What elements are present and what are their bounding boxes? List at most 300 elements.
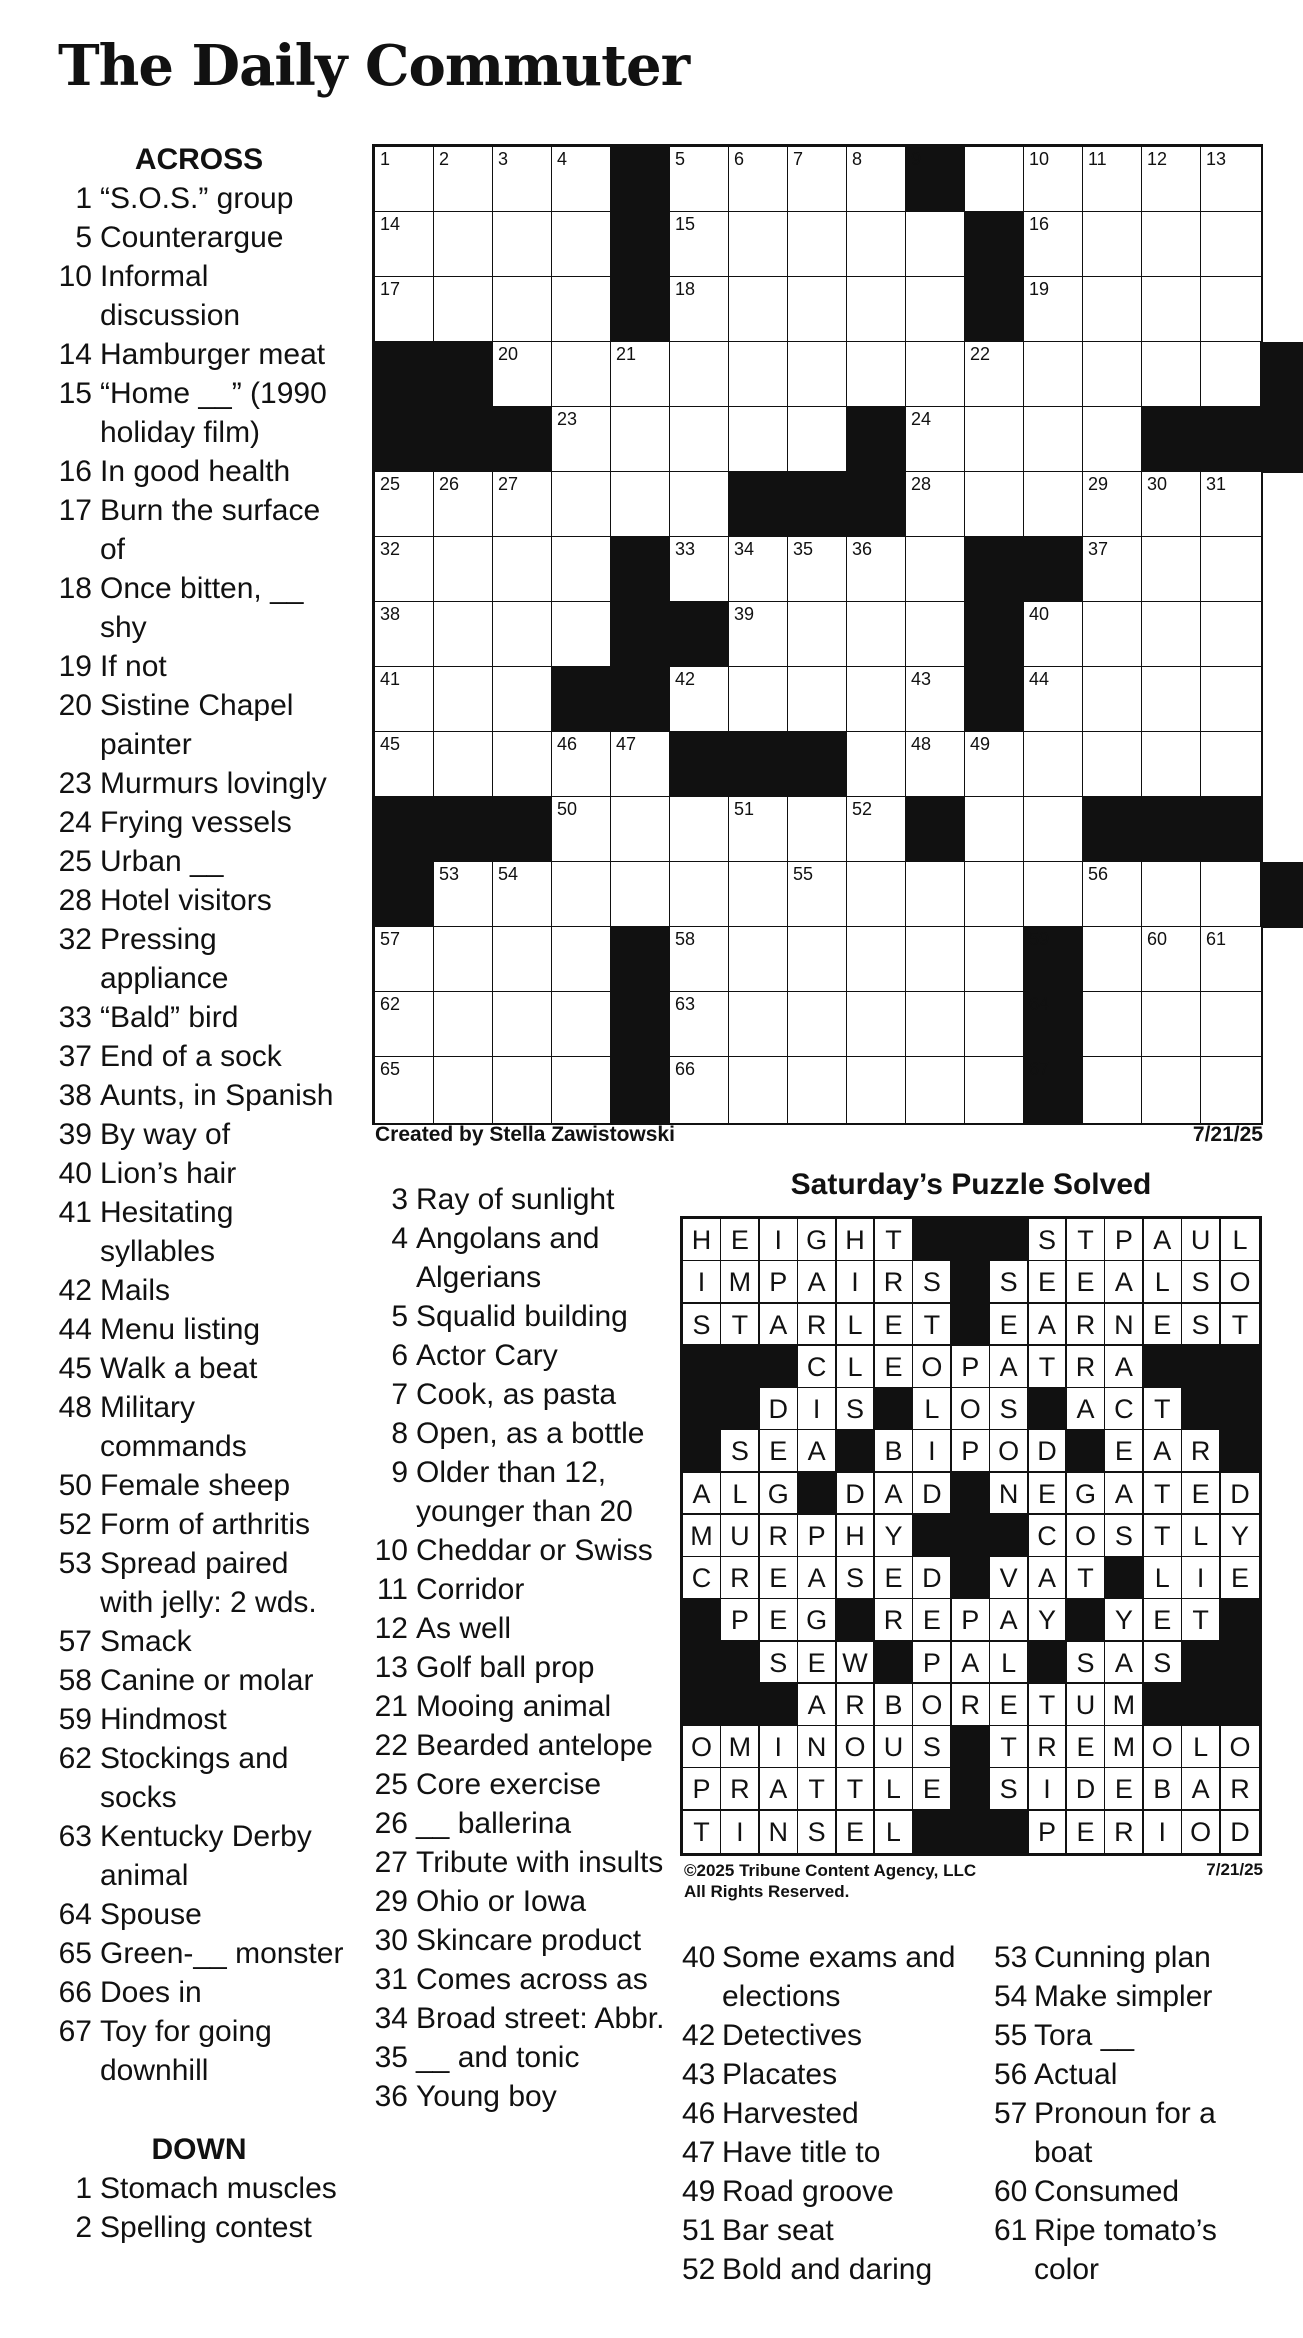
solution-letter: D <box>837 1473 876 1516</box>
cell-number: 11 <box>1088 149 1107 169</box>
solution-letter: L <box>1182 1515 1221 1558</box>
solution-black-square <box>683 1346 722 1389</box>
clue-text: Sistine Chapel painter <box>100 689 294 761</box>
solution-letter: E <box>837 1811 876 1854</box>
grid-cell <box>1201 602 1261 668</box>
grid-cell <box>906 212 966 278</box>
clue <box>54 1505 344 1544</box>
grid-cell <box>1083 212 1143 278</box>
solution-letter: L <box>875 1811 914 1854</box>
cell-number: 25 <box>380 474 401 494</box>
solution-letter: P <box>683 1768 722 1811</box>
solution-letter: S <box>990 1768 1029 1811</box>
solution-letter: L <box>913 1388 952 1431</box>
solution-black-square <box>683 1430 722 1473</box>
cell-number: 29 <box>1088 474 1109 494</box>
clue-text: Spouse <box>100 1898 202 1931</box>
cell-number: 67 <box>1029 1059 1050 1079</box>
grid-cell <box>493 927 553 993</box>
cell-number: 56 <box>1088 864 1109 884</box>
grid-cell <box>729 927 789 993</box>
solution-letter: H <box>683 1219 722 1262</box>
grid-cell <box>1201 1057 1261 1123</box>
grid-cell <box>1083 277 1143 343</box>
clue-number: 64 <box>58 1898 92 1931</box>
cell-number: 49 <box>970 734 991 754</box>
clue-text: Counterargue <box>100 221 284 254</box>
clue-text: Core exercise <box>416 1768 602 1801</box>
solution-black-square <box>913 1219 952 1262</box>
grid-cell <box>965 927 1025 993</box>
grid-cell <box>729 537 789 603</box>
clue <box>994 2211 1264 2289</box>
grid-cell <box>847 277 907 343</box>
clue-text: Skincare product <box>416 1924 642 1957</box>
solution-letter: O <box>1182 1811 1221 1854</box>
cell-number: 19 <box>1029 279 1050 299</box>
black-square <box>375 407 435 473</box>
black-square <box>434 342 494 408</box>
clue-text: Form of arthritis <box>100 1508 311 1541</box>
clue-number: 33 <box>58 1001 92 1034</box>
clue <box>370 2077 665 2116</box>
solution-letter: I <box>721 1811 760 1854</box>
solution-letter: L <box>1221 1219 1260 1262</box>
cell-number: 34 <box>734 539 755 559</box>
grid-cell <box>1201 537 1261 603</box>
solution-letter: S <box>1105 1515 1144 1558</box>
solution-letter: Y <box>1105 1599 1144 1642</box>
clue <box>54 881 344 920</box>
solution-letter: I <box>1029 1768 1068 1811</box>
clue-number: 50 <box>58 1469 92 1502</box>
clue-number: 5 <box>391 1300 408 1333</box>
solution-letter: R <box>760 1515 799 1558</box>
solution-letter: O <box>913 1684 952 1727</box>
solution-letter: U <box>1067 1684 1106 1727</box>
cell-number: 17 <box>380 279 401 299</box>
solution-letter: R <box>1221 1768 1260 1811</box>
solution-letter: T <box>1144 1515 1183 1558</box>
grid-cell <box>434 732 494 798</box>
solution-black-square <box>1182 1642 1221 1685</box>
solution-letter: A <box>1182 1768 1221 1811</box>
grid-cell <box>375 992 435 1058</box>
black-square <box>611 992 671 1058</box>
clue-text: Stockings and socks <box>100 1742 289 1814</box>
grid-cell <box>1142 537 1202 603</box>
grid-cell <box>1142 667 1202 733</box>
clue <box>54 257 344 335</box>
solution-letter: R <box>837 1684 876 1727</box>
solution-letter: N <box>798 1726 837 1769</box>
solution-letter: C <box>1029 1515 1068 1558</box>
grid-cell <box>788 342 848 408</box>
solution-letter: B <box>875 1684 914 1727</box>
grid-cell <box>1142 342 1202 408</box>
grid-cell <box>434 537 494 603</box>
clue-text: Cunning plan <box>1034 1941 1211 1974</box>
solution-letter: A <box>990 1346 1029 1389</box>
solution-letter: E <box>1105 1430 1144 1473</box>
solution-letter: S <box>721 1430 760 1473</box>
grid-cell <box>1201 277 1261 343</box>
solution-black-square <box>683 1642 722 1685</box>
solution-letter: A <box>1029 1557 1068 1600</box>
cell-number: 66 <box>675 1059 696 1079</box>
grid-cell <box>906 407 966 473</box>
grid-cell <box>552 342 612 408</box>
grid-cell <box>1142 992 1202 1058</box>
solution-letter: H <box>837 1219 876 1262</box>
grid-cell <box>670 212 730 278</box>
clue-number: 58 <box>58 1664 92 1697</box>
copyright-line: ©2025 Tribune Content Agency, LLC <box>684 1861 977 1880</box>
cell-number: 64 <box>1029 994 1050 1014</box>
solution-black-square <box>1221 1346 1260 1389</box>
solution-letter: S <box>760 1642 799 1685</box>
solution-letter: A <box>760 1304 799 1347</box>
clue-text: Actual <box>1034 2058 1118 2091</box>
solution-letter: C <box>683 1557 722 1600</box>
clue-text: Urban __ <box>100 845 224 878</box>
grid-cell <box>493 212 553 278</box>
solution-letter: P <box>798 1515 837 1558</box>
grid-cell <box>906 732 966 798</box>
grid-cell <box>1201 732 1261 798</box>
solution-letter: A <box>952 1642 991 1685</box>
clue-number: 3 <box>391 1183 408 1216</box>
clue-number: 59 <box>58 1703 92 1736</box>
clue-text: Bold and daring <box>722 2253 933 2286</box>
solution-letter: E <box>1144 1304 1183 1347</box>
grid-cell <box>375 927 435 993</box>
grid-cell <box>788 407 848 473</box>
clue-number: 57 <box>58 1625 92 1658</box>
clue-text: Does in <box>100 1976 202 2009</box>
solution-letter: M <box>1105 1684 1144 1727</box>
clue <box>994 1977 1264 2016</box>
black-square <box>611 212 671 278</box>
clue <box>54 1622 344 1661</box>
clue-text: Have title to <box>722 2136 881 2169</box>
solution-letter: P <box>721 1599 760 1642</box>
cell-number: 57 <box>380 929 401 949</box>
clue-text: Ripe tomato’s color <box>1034 2214 1217 2286</box>
solution-letter: O <box>913 1346 952 1389</box>
grid-cell <box>847 732 907 798</box>
grid-cell <box>670 862 730 928</box>
clue-number: 17 <box>58 494 92 527</box>
grid-cell <box>1201 862 1261 928</box>
grid-cell <box>552 212 612 278</box>
solution-letter: A <box>798 1684 837 1727</box>
grid-cell <box>847 927 907 993</box>
crossword-grid <box>372 144 1263 1125</box>
grid-cell <box>847 1057 907 1123</box>
solution-letter: P <box>952 1599 991 1642</box>
grid-cell <box>611 342 671 408</box>
solution-letter: N <box>990 1473 1029 1516</box>
black-square <box>965 537 1025 603</box>
down-clue-list <box>54 2169 344 2247</box>
solution-letter: V <box>990 1557 1029 1600</box>
cell-number: 45 <box>380 734 401 754</box>
cell-number: 13 <box>1206 149 1227 169</box>
grid-cell <box>788 537 848 603</box>
black-square <box>493 407 553 473</box>
solution-letter: R <box>875 1261 914 1304</box>
clue-number: 19 <box>58 650 92 683</box>
black-square <box>965 212 1025 278</box>
solution-black-square <box>721 1388 760 1431</box>
grid-cell <box>1142 862 1202 928</box>
solution-black-square <box>875 1388 914 1431</box>
clue <box>370 1726 665 1765</box>
grid-cell <box>434 602 494 668</box>
grid-cell <box>788 1057 848 1123</box>
solution-letter: S <box>683 1304 722 1347</box>
clue-number: 51 <box>682 2214 716 2247</box>
cell-number: 30 <box>1147 474 1168 494</box>
clue <box>54 452 344 491</box>
black-square <box>434 797 494 863</box>
black-square <box>670 602 730 668</box>
solution-black-square <box>798 1473 837 1516</box>
clue-number: 35 <box>374 2041 408 2074</box>
clue-text: Squalid building <box>416 1300 628 1333</box>
grid-cell <box>493 602 553 668</box>
clue <box>54 1934 344 1973</box>
clue-number: 10 <box>58 260 92 293</box>
solution-letter: R <box>952 1684 991 1727</box>
clue <box>54 1739 344 1817</box>
solution-letter: L <box>1144 1261 1183 1304</box>
clue <box>994 2172 1264 2211</box>
grid-cell <box>729 797 789 863</box>
clue-number: 62 <box>58 1742 92 1775</box>
clue-number: 54 <box>994 1980 1028 2013</box>
grid-cell <box>965 862 1025 928</box>
grid-cell <box>906 667 966 733</box>
solution-black-square <box>1029 1642 1068 1685</box>
grid-cell <box>729 1057 789 1123</box>
grid-cell <box>1083 927 1143 993</box>
solution-letter: M <box>1105 1726 1144 1769</box>
black-square <box>1201 797 1261 863</box>
solution-black-square <box>1067 1430 1106 1473</box>
black-square <box>1260 407 1303 473</box>
black-square <box>847 472 907 538</box>
grid-cell <box>375 1057 435 1123</box>
solution-letter: C <box>1105 1388 1144 1431</box>
solution-letter: O <box>1221 1261 1260 1304</box>
solution-black-square <box>721 1346 760 1389</box>
cell-number: 18 <box>675 279 696 299</box>
clue-number: 31 <box>374 1963 408 1996</box>
clue-text: Spread paired with jelly: 2 wds. <box>100 1547 317 1619</box>
clue-text: Female sheep <box>100 1469 291 1502</box>
grid-cell <box>906 927 966 993</box>
clue <box>370 2038 665 2077</box>
cell-number: 35 <box>793 539 814 559</box>
solution-letter: T <box>1029 1684 1068 1727</box>
grid-cell <box>493 537 553 603</box>
solution-letter: A <box>1105 1473 1144 1516</box>
grid-cell <box>493 472 553 538</box>
solution-letter: T <box>683 1811 722 1854</box>
grid-cell <box>788 992 848 1058</box>
clue-text: Frying vessels <box>100 806 292 839</box>
clue <box>54 1388 344 1466</box>
solution-letter: D <box>913 1473 952 1516</box>
black-square <box>1260 862 1303 928</box>
solution-letter: Y <box>875 1515 914 1558</box>
clue-number: 49 <box>682 2175 716 2208</box>
grid-cell <box>375 667 435 733</box>
clue <box>54 374 344 452</box>
solution-letter: T <box>1182 1599 1221 1642</box>
clue <box>370 1882 665 1921</box>
cell-number: 39 <box>734 604 755 624</box>
solution-letter: L <box>990 1642 1029 1685</box>
grid-cell <box>906 472 966 538</box>
solution-letter: A <box>1144 1219 1183 1262</box>
clue <box>54 1076 344 1115</box>
clue-number: 39 <box>58 1118 92 1151</box>
solution-letter: E <box>875 1557 914 1600</box>
solution-letter: O <box>1067 1515 1106 1558</box>
solution-black-square <box>1144 1684 1183 1727</box>
solution-letter: R <box>721 1768 760 1811</box>
solution-title: Saturday’s Puzzle Solved <box>790 1168 1152 1201</box>
solution-letter: L <box>721 1473 760 1516</box>
solution-letter: L <box>837 1304 876 1347</box>
clue-number: 57 <box>994 2097 1028 2130</box>
solution-black-square <box>875 1642 914 1685</box>
clue-text: Hesitating syllables <box>100 1196 234 1268</box>
grid-cell <box>493 1057 553 1123</box>
solution-letter: P <box>913 1642 952 1685</box>
clue-number: 8 <box>391 1417 408 1450</box>
solution-letter: H <box>837 1515 876 1558</box>
grid-cell <box>847 602 907 668</box>
cell-number: 3 <box>498 149 509 169</box>
solution-letter: R <box>798 1304 837 1347</box>
clue <box>54 1349 344 1388</box>
clue-text: Spelling contest <box>100 2211 312 2244</box>
grid-cell <box>1142 472 1202 538</box>
clue-number: 12 <box>374 1612 408 1645</box>
clue <box>54 1895 344 1934</box>
black-square <box>1142 407 1202 473</box>
grid-cell <box>552 797 612 863</box>
clue-number: 46 <box>682 2097 716 2130</box>
solution-letter: I <box>798 1388 837 1431</box>
solution-black-square <box>721 1684 760 1727</box>
grid-cell <box>375 732 435 798</box>
grid-cell <box>906 537 966 603</box>
clue <box>54 1154 344 1193</box>
solution-letter: N <box>760 1811 799 1854</box>
solution-letter: G <box>798 1219 837 1262</box>
clue-number: 38 <box>58 1079 92 1112</box>
solution-black-square <box>952 1768 991 1811</box>
black-square <box>729 472 789 538</box>
solution-letter: B <box>875 1430 914 1473</box>
grid-cell <box>434 667 494 733</box>
clue-number: 61 <box>994 2214 1028 2247</box>
solution-letter: M <box>721 1726 760 1769</box>
solution-letter: A <box>1105 1346 1144 1389</box>
clue-text: Pressing appliance <box>100 923 229 995</box>
solution-letter: D <box>1221 1811 1260 1854</box>
clue-text: End of a sock <box>100 1040 282 1073</box>
black-square <box>1024 992 1084 1058</box>
grid-cell <box>788 277 848 343</box>
solution-letter: G <box>798 1599 837 1642</box>
solution-date: 7/21/25 <box>1206 1860 1263 1879</box>
solution-letter: S <box>1182 1304 1221 1347</box>
clue-number: 1 <box>75 2172 92 2205</box>
solution-letter: T <box>1144 1388 1183 1431</box>
clue <box>54 803 344 842</box>
cell-number: 38 <box>380 604 401 624</box>
solution-black-square <box>952 1557 991 1600</box>
clue-number: 25 <box>374 1768 408 1801</box>
grid-cell <box>670 472 730 538</box>
clue-number: 40 <box>58 1157 92 1190</box>
grid-cell <box>1083 1057 1143 1123</box>
cell-number: 60 <box>1147 929 1168 949</box>
grid-cell <box>1142 147 1202 213</box>
grid-cell <box>611 732 671 798</box>
solution-letter: R <box>1067 1346 1106 1389</box>
grid-cell <box>670 342 730 408</box>
clue-number: 32 <box>58 923 92 956</box>
clue-column-1 <box>54 140 344 2247</box>
clue-number: 41 <box>58 1196 92 1229</box>
grid-cell <box>1201 927 1261 993</box>
clue <box>994 2094 1264 2172</box>
clue <box>370 1999 665 2038</box>
black-square <box>1024 927 1084 993</box>
solution-black-square <box>990 1811 1029 1854</box>
clue-text: Road groove <box>722 2175 894 2208</box>
grid-cell <box>1083 667 1143 733</box>
grid-cell <box>906 1057 966 1123</box>
grid-cell <box>1142 732 1202 798</box>
solution-letter: I <box>760 1219 799 1262</box>
solution-letter: I <box>683 1261 722 1304</box>
grid-cell <box>670 277 730 343</box>
clue-number: 7 <box>391 1378 408 1411</box>
clue-number: 66 <box>58 1976 92 2009</box>
clue-number: 43 <box>682 2058 716 2091</box>
cell-number: 26 <box>439 474 460 494</box>
cell-number: 14 <box>380 214 401 234</box>
clue-text: Placates <box>722 2058 838 2091</box>
solution-letter: E <box>913 1768 952 1811</box>
cell-number: 16 <box>1029 214 1050 234</box>
solution-letter: T <box>1067 1557 1106 1600</box>
grid-cell <box>729 212 789 278</box>
solution-letter: E <box>990 1684 1029 1727</box>
clue-number: 42 <box>58 1274 92 1307</box>
grid-cell <box>847 212 907 278</box>
clue-text: Tribute with insults <box>416 1846 664 1879</box>
clue-number: 65 <box>58 1937 92 1970</box>
